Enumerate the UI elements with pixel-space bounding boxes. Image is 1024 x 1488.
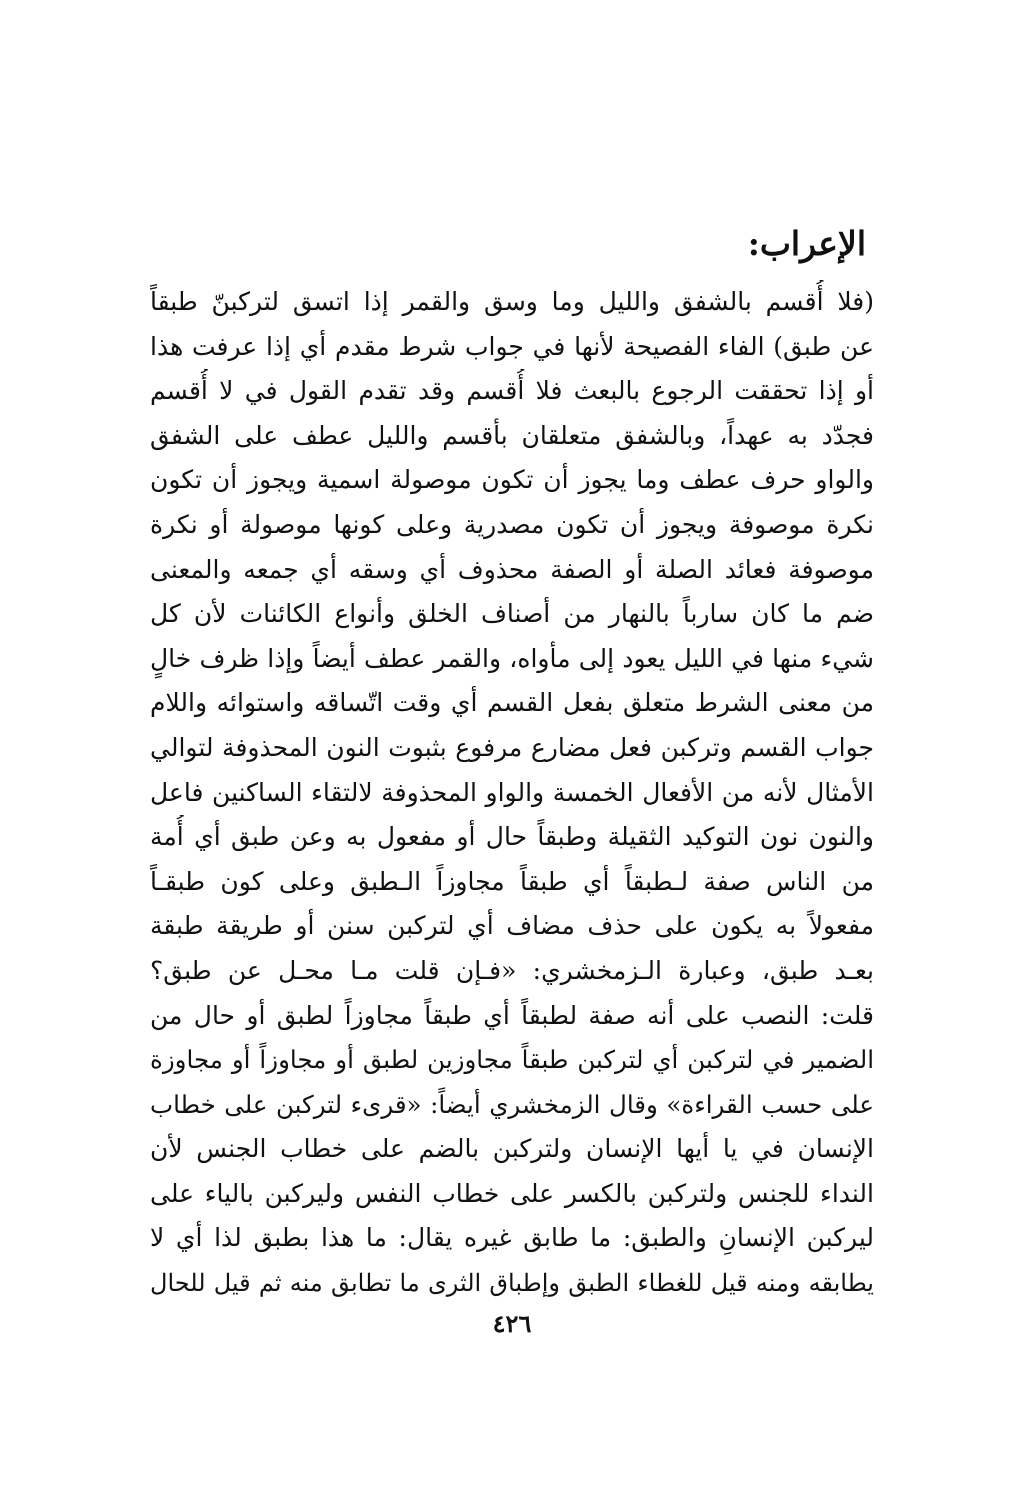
text-line: الأمثال لأنه من الأفعال الخمسة والواو المحذوفة لالتقاء الساكنين فاعل: [150, 777, 874, 807]
text-line: موصوفة فعائد الصلة أو الصفة محذوف أي وسقه أي جمعه والمعنى: [150, 554, 874, 584]
text-line: الإنسان في يا أيها الإنسان ولتركبن بالضم على خطاب الجنس لأن: [150, 1134, 874, 1164]
text-line: النداء للجنس ولتركبن بالكسر على خطاب النفس وليركبن بالياء على: [150, 1178, 874, 1208]
text-line: عن طبق) الفاء الفصيحة لأنها في جواب شرط مقدم أي إذا عرفت هذا: [150, 331, 874, 361]
text-line: شيء منها في الليل يعود إلى مأواه، والقمر عطف أيضاً وإذا ظرف خالٍ: [150, 643, 874, 673]
text-line: أو إذا تحققت الرجوع بالبعث فلا أُقسم وقد تقدم القول في لا أُقسم: [150, 376, 874, 406]
text-line: فجدّد به عهداً، وبالشفق متعلقان بأقسم والليل عطف على الشفق: [150, 420, 874, 450]
text-line: على حسب القراءة» وقال الزمخشري أيضاً: «قرىء لتركبن على خطاب: [150, 1089, 874, 1119]
text-line: والواو حرف عطف وما يجوز أن تكون موصولة اسمية ويجوز أن تكون: [150, 465, 874, 495]
text-line: قلت: النصب على أنه صفة لطبقاً أي طبقاً مجاوزاً لطبق أو حال من: [150, 1000, 874, 1030]
page-number: ٤٢٦: [492, 1309, 532, 1338]
body-paragraph: [150, 280, 874, 1306]
text-line: يطابقه ومنه قيل للغطاء الطبق وإطباق الثرى ما تطابق منه ثم قيل للحال: [150, 1269, 874, 1298]
text-line: نكرة موصوفة ويجوز أن تكون مصدرية وعلى كونها موصولة أو نكرة: [150, 509, 874, 539]
text-line: من معنى الشرط متعلق بفعل القسم أي وقت اتّساقه واستوائه واللام: [150, 688, 874, 718]
text-line: من الناس صفة لـطبقاً أي طبقاً مجاوزاً الـطبق وعلى كون طبقـاً: [150, 866, 874, 896]
text-line: مفعولاً به يكون على حذف مضاف أي لتركبن سنن أو طريقة طبقة: [150, 911, 874, 941]
text-line: بعـد طبق، وعبارة الـزمخشري: «فـإن قلت مـا محـل عن طبق؟: [150, 955, 874, 985]
section-heading: الإعراب:: [747, 224, 866, 263]
text-line: (فلا أُقسم بالشفق والليل وما وسق والقمر إذا اتسق لتركبنّ طبقاً: [150, 287, 874, 316]
text-line: جواب القسم وتركبن فعل مضارع مرفوع بثبوت النون المحذوفة لتوالي: [150, 732, 874, 762]
text-line: ضم ما كان سارباً بالنهار من أصناف الخلق وأنواع الكائنات لأن كل: [150, 599, 874, 629]
text-line: ليركبن الإنسانِ والطبق: ما طابق غيره يقال: ما هذا بطبق لذا أي لا: [150, 1223, 874, 1253]
text-line: والنون نون التوكيد الثقيلة وطبقاً حال أو مفعول به وعن طبق أي أُمة: [150, 822, 874, 852]
text-line: الضمير في لتركبن أي لتركبن طبقاً مجاوزين لطبق أو مجاوزاً أو مجاوزة: [150, 1045, 874, 1075]
